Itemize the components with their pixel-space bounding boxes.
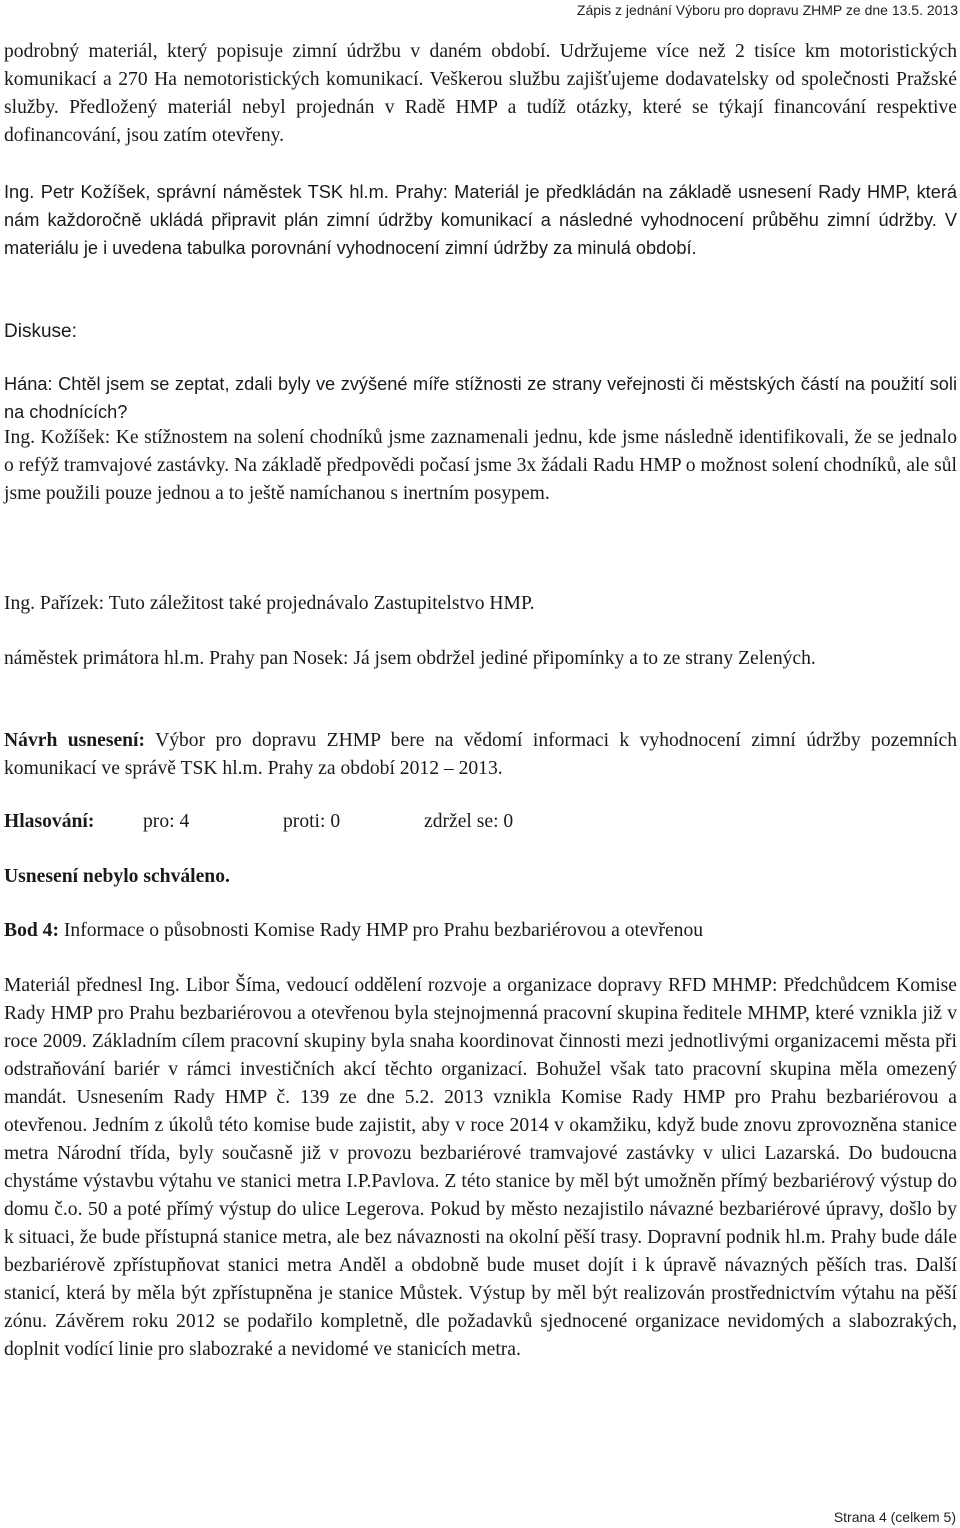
- paragraph-kozisek-answer: Ing. Kožíšek: Ke stížnostem na solení chodníků jsme zaznamenali jednu, kde jsme následně identifikovali, že se jednalo o refýž tramvajové zastávky. Na základě předpovědi počasí jsme 3x žádali Radu HMP o možnost solení chodníků, ale sůl jsme použili pouze jednou a to ještě namíchanou s inertním posypem.: [4, 427, 957, 504]
- agenda-item-label: Bod 4:: [4, 920, 59, 941]
- voting-label: Hlasování:: [4, 811, 95, 832]
- paragraph-sima-presentation: Materiál přednesl Ing. Libor Šíma, vedoucí oddělení rozvoje a organizace dopravy RFD MHMP: Předchůdcem Komise Rady HMP pro Prahu bezbariérovou a otevřenou byla stejnojmenná pracovní skupina ředitele MHMP, které vznikla již v roce 2009. Základním cílem pracovní skupiny byla snaha koordinovat činnosti mezi jednotlivými organizacemi města při odstraňování bariér v rámci investičních akcí těchto organizací. Bohužel však tato pracovní skupina měla omezený mandát. Usnesením Rady HMP č. 139 ze dne 5.2. 2013 vznikla Komise Rady HMP pro Prahu bezbariérovou a otevřenou. Jedním z úkolů této komise bude zajistit, aby v roce 2014 v okamžiku, když bude znovu zprovozněna stanice metra Národní třída, byly současně již v provozu bezbariérové tramvajové zastávky v ulici Lazarská. Do budoucna chystáme výstavbu výtahu ve stanici metra I.P.Pavlova. Z této stanice by měl být umožněn přímý bezbariérový výstup do domu č.o. 50 a poté přímý výstup do ulice Legerova. Pokud by město nezajistilo návazné bezbariérové úpravy, došlo by k situaci, že bude přístupná stanice metra, ale bez návaznosti na okolní pěší trasy. Dopravní podnik hl.m. Prahy bude dále bezbariérově zpřístupňovat stanici metra Anděl a obdobně bude muset dojít i k úpravě návazných pěších tras. Další stanicí, která by měla být zpřístupněna je stanice Můstek. Výstup by měl být realizován prostřednictvím výtahu na pěší zónu. Závěrem roku 2012 se podařilo kompletně, dle požadavků sjednocené organizace nevidomých a slabozrakých, doplnit vodící linie pro slabozraké a nevidomé ve stanicích metra.: [4, 975, 957, 1360]
- paragraph-kozisek-statement: Ing. Petr Kožíšek, správní náměstek TSK hl.m. Prahy: Materiál je předkládán na základě usnesení Rady HMP, která nám každoročně ukládá připravit plán zimní údržby komunikací a následné vyhodnocení průběhu zimní údržby. V materiálu je i uvedena tabulka porovnání vyhodnocení zimní údržby za minulá období.: [4, 182, 957, 258]
- agenda-item-4: [4, 917, 957, 945]
- paragraph-parizek: Ing. Pařízek: Tuto záležitost také projednávalo Zastupitelstvo HMP.: [4, 593, 535, 614]
- paragraph-winter-maintenance: podrobný materiál, který popisuje zimní údržbu v daném období. Udržujeme více než 2 tisíce km motoristických komunikací a 270 Ha nemotoristických komunikací. Veškerou službu zajišťujeme dodavatelsky od společnosti Pražské služby. Předložený materiál nebyl projednán v Radě HMP a tudíž otázky, které se týkají financování respektive dofinancování, jsou zatím otevřeny.: [4, 41, 957, 146]
- discussion-heading: Diskuse:: [4, 321, 77, 342]
- agenda-item-title: Informace o působnosti Komise Rady HMP pro Prahu bezbariérovou a otevřenou: [58, 920, 704, 941]
- resolution-result: Usnesení nebylo schváleno.: [4, 866, 230, 887]
- page-footer: Strana 4 (celkem 5): [833, 1509, 956, 1525]
- voting-for: pro: 4: [143, 811, 190, 832]
- resolution-label: Návrh usnesení:: [4, 730, 146, 751]
- paragraph-nosek: náměstek primátora hl.m. Prahy pan Nosek: Já jsem obdržel jediné připomínky a to ze strany Zelených.: [4, 648, 816, 669]
- voting-against: proti: 0: [283, 811, 341, 832]
- voting-abstain: zdržel se: 0: [424, 811, 514, 832]
- paragraph-hana-question: Hána: Chtěl jsem se zeptat, zdali byly ve zvýšené míře stížnosti ze strany veřejnosti či městských částí na použití soli na chodnících?: [4, 374, 957, 422]
- resolution-text: Výbor pro dopravu ZHMP bere na vědomí informaci k vyhodnocení zimní údržby pozemních komunikací ve správě TSK hl.m. Prahy za období 2012 – 2013.: [4, 730, 957, 779]
- resolution-proposal: [4, 727, 957, 783]
- page-header: Zápis z jednání Výboru pro dopravu ZHMP ze dne 13.5. 2013: [576, 2, 958, 18]
